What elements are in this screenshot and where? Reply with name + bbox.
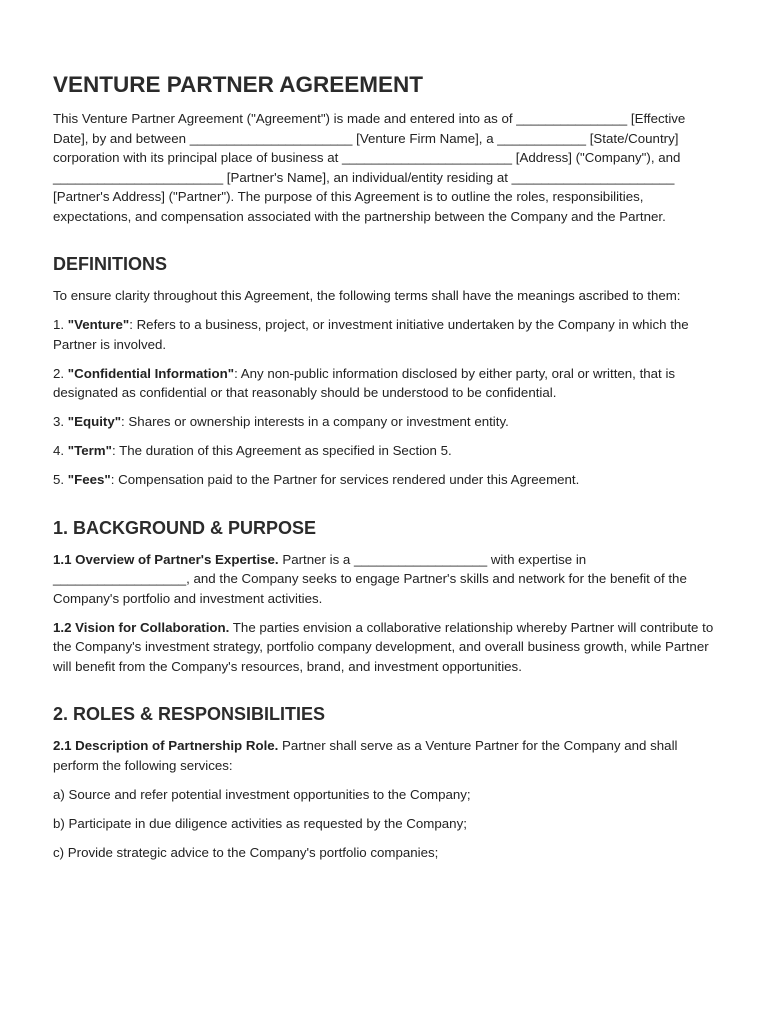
clause-1-2 [53,618,721,677]
definition-item [53,364,721,403]
document-title: VENTURE PARTNER AGREEMENT [53,72,424,97]
clause-label: 1.2 Vision for Collaboration. [53,619,230,635]
section-1-heading: 1. BACKGROUND & PURPOSE [53,517,317,538]
service-item: c) Provide strategic advice to the Company's portfolio companies; [53,844,439,860]
definition-item [53,412,721,432]
clause-text: Partner is a __________________ with expertise in __________________, and the Company seeks to engage Partner's skills and network for the benefit of the Company's portfolio and investment activities. [53,551,687,606]
clause-text: Partner shall serve as a Venture Partner for the Company and shall perform the following services: [53,738,678,773]
definitions-lead: To ensure clarity throughout this Agreement, the following terms shall have the meanings ascribed to them: [53,288,681,303]
item-number: 4. [53,443,68,458]
clause-2-1 [53,736,721,775]
service-item: a) Source and refer potential investment opportunities to the Company; [53,786,471,802]
definition-text: : Shares or ownership interests in a company or investment entity. [121,414,509,429]
item-number: 1. [53,317,68,332]
definition-item [53,315,721,354]
item-number: 2. [53,365,68,381]
definition-item [53,441,721,461]
defined-term: "Fees" [67,472,111,487]
definition-text: : Refers to a business, project, or investment initiative undertaken by the Company in which the Partner is involved. [53,317,689,352]
clause-1-1 [53,550,721,609]
defined-term: "Venture" [67,317,130,332]
defined-term: "Confidential Information" [67,365,235,381]
definition-text: : Compensation paid to the Partner for services rendered under this Agreement. [110,472,580,487]
document-page [53,70,721,872]
definitions-heading: DEFINITIONS [53,254,168,274]
defined-term: "Equity" [67,414,122,429]
service-item: b) Participate in due diligence activities as requested by the Company; [53,815,467,831]
definition-item [53,470,721,490]
definition-text: : The duration of this Agreement as specified in Section 5. [111,443,452,458]
clause-label: 1.1 Overview of Partner's Expertise. [53,551,279,567]
defined-term: "Term" [67,443,112,458]
section-2-heading: 2. ROLES & RESPONSIBILITIES [53,704,326,724]
clause-text: The parties envision a collaborative relationship whereby Partner will contribute to the Company's investment strategy, portfolio company development, and overall business growth, while Partner will benefit from the Company's resources, brand, and investment opportunities. [53,619,714,674]
item-number: 5. [53,472,68,487]
item-number: 3. [53,414,68,429]
intro-paragraph: This Venture Partner Agreement ("Agreement") is made and entered into as of _______________ [Effective Date], by and between ______________________ [Venture Firm Name], a ____________ [State/Country] corporation with its principal place of business at _______________________ [Address] ("Company"), and _______________________ [Partner's Name], an individual/entity residing at ______________________ [Partner's Address] ("Partner"). The purpose of this Agreement is to outline the roles, responsibilities, expectations, and compensation associated with the partnership between the Company and the Partner. [53,111,686,224]
definition-text: : Any non-public information disclosed by either party, oral or written, that is designated as confidential or that reasonably should be understood to be confidential. [53,365,676,400]
clause-label: 2.1 Description of Partnership Role. [53,738,279,753]
